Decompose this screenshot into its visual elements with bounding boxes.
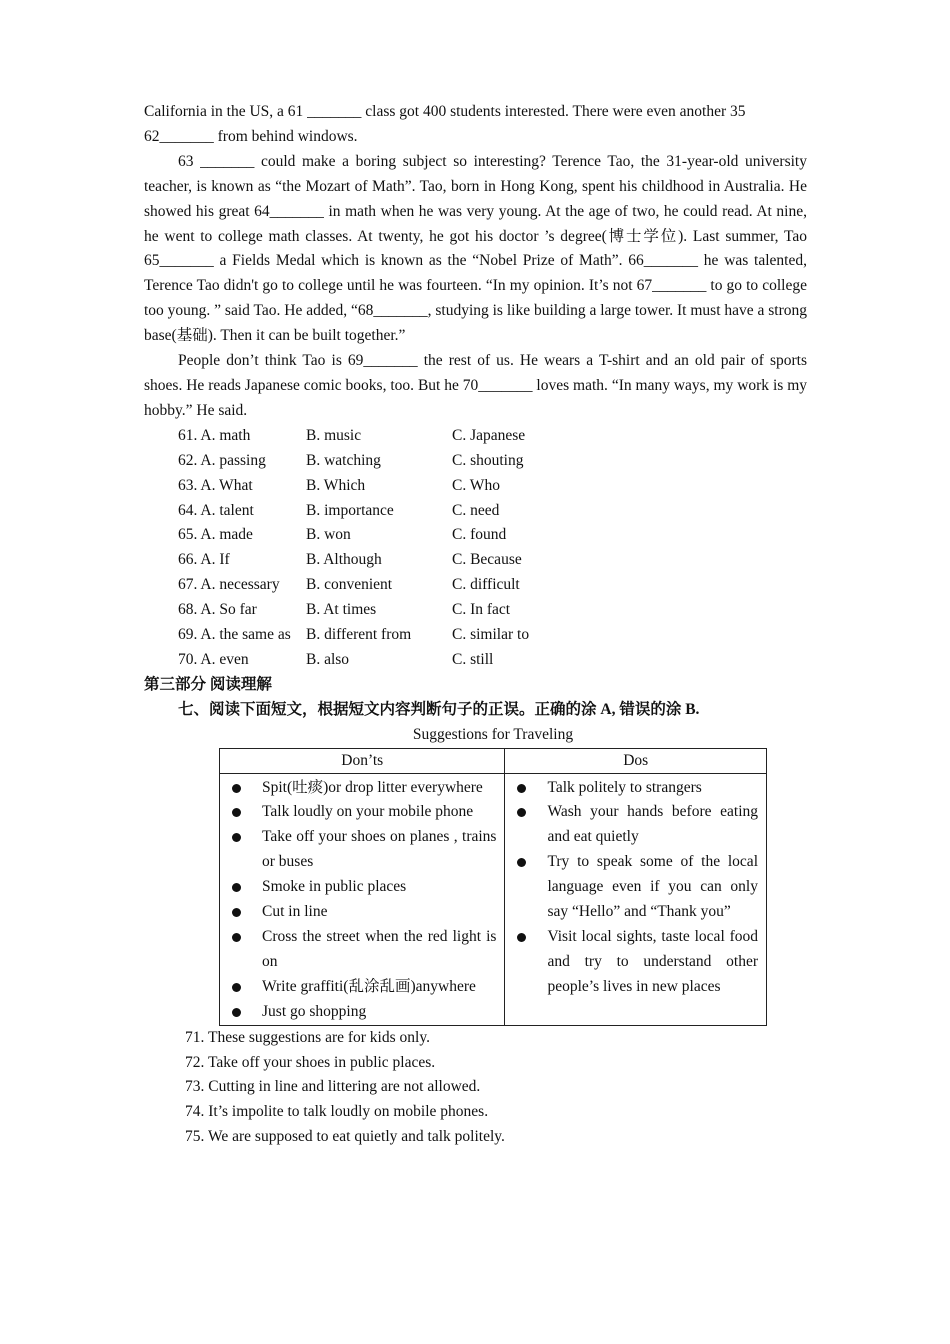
suggestions-table xyxy=(219,748,767,1026)
list-item-text: Wash your hands before eating and eat quietly xyxy=(547,803,758,846)
list-item-text: Talk loudly on your mobile phone xyxy=(262,803,474,821)
bullet-icon xyxy=(517,808,526,817)
option-c: C. shouting xyxy=(452,451,524,469)
option-a: 69. A. the same as xyxy=(178,626,291,644)
questions-list xyxy=(144,1026,807,1151)
option-c: C. similar to xyxy=(452,626,530,644)
passage-line-1: California in the US, a 61 _______ class got 400 students interested. There were even another 35 xyxy=(144,103,746,120)
donts-header: Don’ts xyxy=(220,748,505,773)
list-item xyxy=(228,925,496,975)
option-a: 64. A. talent xyxy=(178,501,254,519)
question-75: 75. We are supposed to eat quietly and talk politely. xyxy=(185,1128,505,1146)
option-b: B. music xyxy=(306,426,362,444)
list-item xyxy=(228,776,496,801)
bullet-icon xyxy=(232,883,241,892)
bullet-icon xyxy=(232,784,241,793)
option-a: 70. A. even xyxy=(178,650,249,668)
option-a: 61. A. math xyxy=(178,426,251,444)
question-72: 72. Take off your shoes in public places. xyxy=(185,1053,436,1071)
passage-line-2: 62_______ from behind windows. xyxy=(144,127,358,145)
option-c: C. Japanese xyxy=(452,426,526,444)
dos-list xyxy=(513,776,758,1000)
options-list xyxy=(144,424,807,673)
option-row-68 xyxy=(144,598,807,623)
passage-paragraph-3: People don’t think Tao is 69_______ the rest of us. He wears a T-shirt and an old pair of sports shoes. He reads Japanese comic books, too. But he 70_______ loves math. “In many ways, my work is my hobby.” He said. xyxy=(144,352,807,419)
option-a: 68. A. So far xyxy=(178,601,257,619)
option-b: B. different from xyxy=(306,626,412,644)
bullet-icon xyxy=(232,808,241,817)
option-row-63 xyxy=(144,474,807,499)
option-row-70 xyxy=(144,648,807,673)
option-b: B. Although xyxy=(306,551,382,569)
option-b: B. watching xyxy=(306,451,381,469)
option-b: B. convenient xyxy=(306,576,393,594)
list-item-text: Cut in line xyxy=(262,903,328,921)
option-a: 63. A. What xyxy=(178,476,253,494)
option-row-65 xyxy=(144,523,807,548)
option-c: C. difficult xyxy=(452,576,520,594)
list-item xyxy=(228,1000,496,1025)
option-a: 66. A. If xyxy=(178,551,230,569)
bullet-icon xyxy=(232,908,241,917)
option-b: B. importance xyxy=(306,501,394,519)
list-item-text: Write graffiti(乱涂乱画)anywhere xyxy=(262,977,476,995)
option-c: C. Who xyxy=(452,476,500,494)
option-row-66 xyxy=(144,548,807,573)
list-item-text: Smoke in public places xyxy=(262,878,407,896)
donts-cell xyxy=(220,773,505,1025)
option-row-61 xyxy=(144,424,807,449)
list-item xyxy=(228,800,496,825)
option-c: C. need xyxy=(452,501,500,519)
bullet-icon xyxy=(517,933,526,942)
option-b: B. also xyxy=(306,650,350,668)
bullet-icon xyxy=(517,858,526,867)
list-item xyxy=(228,825,496,875)
donts-list xyxy=(228,776,496,1025)
option-a: 67. A. necessary xyxy=(178,576,280,594)
option-b: B. won xyxy=(306,526,351,544)
section-instruction: 七、阅读下面短文，根据短文内容判断句子的正误。正确的涂 A, 错误的涂 B. xyxy=(178,700,700,718)
option-row-69 xyxy=(144,623,807,648)
bullet-icon xyxy=(232,933,241,942)
option-c: C. Because xyxy=(452,551,522,569)
list-item xyxy=(228,975,496,1000)
option-c: C. still xyxy=(452,650,494,668)
list-item-text: Visit local sights, taste local food and try to understand other people’s lives in new places xyxy=(547,928,758,995)
list-item-text: Just go shopping xyxy=(262,1002,367,1020)
list-item xyxy=(228,875,496,900)
option-c: C. In fact xyxy=(452,601,511,619)
list-item xyxy=(513,850,758,925)
option-b: B. At times xyxy=(306,601,377,619)
list-item xyxy=(228,900,496,925)
option-b: B. Which xyxy=(306,476,366,494)
section-title: 第三部分 阅读理解 xyxy=(144,675,272,693)
list-item-text: Try to speak some of the local language even if you can only say “Hello” and “Thank you” xyxy=(547,853,758,921)
option-a: 62. A. passing xyxy=(178,451,266,469)
document-page xyxy=(144,100,807,1150)
bullet-icon xyxy=(517,784,526,793)
dos-cell xyxy=(505,773,767,1025)
option-c: C. found xyxy=(452,526,507,544)
question-74: 74. It’s impolite to talk loudly on mobile phones. xyxy=(185,1103,489,1121)
question-71: 71. These suggestions are for kids only. xyxy=(185,1028,430,1046)
list-item-text: Take off your shoes on planes , trains or buses xyxy=(262,828,497,871)
option-row-67 xyxy=(144,573,807,598)
dos-header: Dos xyxy=(505,748,767,773)
bullet-icon xyxy=(232,983,241,992)
option-row-64 xyxy=(144,499,807,524)
option-row-62 xyxy=(144,449,807,474)
list-item xyxy=(513,800,758,850)
list-item-text: Cross the street when the red light is on xyxy=(262,928,497,970)
bullet-icon xyxy=(232,1008,241,1017)
option-a: 65. A. made xyxy=(178,526,253,544)
list-item-text: Talk politely to strangers xyxy=(547,778,702,796)
list-item-text: Spit(吐痰)or drop litter everywhere xyxy=(262,778,483,796)
bullet-icon xyxy=(232,833,241,842)
table-title: Suggestions for Traveling xyxy=(412,725,574,743)
list-item xyxy=(513,925,758,1000)
question-73: 73. Cutting in line and littering are not allowed. xyxy=(185,1078,481,1096)
passage-paragraph-2: 63 _______ could make a boring subject so interesting? Terence Tao, the 31-year-old university teacher, is known as “the Mozart of Math”. Tao, born in Hong Kong, spent his childhood in Australia. He showed his great 64_______ in math when he was very young. At the age of two, he could read. At nine, he went to college math classes. At twenty, he got his doctor ’s degree(博士学位). Last summer, Tao 65_______ a Fields Medal which is known as the “Nobel Prize of Math”. 66_______ he was talented, Terence Tao didn't go to college until he was fourteen. “In my opinion. It’s not 67_______ to go to college too young. ” said Tao. He added, “68_______, studying is like building a large tower. It must have a strong base(基础). Then it can be built together.” xyxy=(144,152,808,345)
list-item xyxy=(513,776,758,801)
